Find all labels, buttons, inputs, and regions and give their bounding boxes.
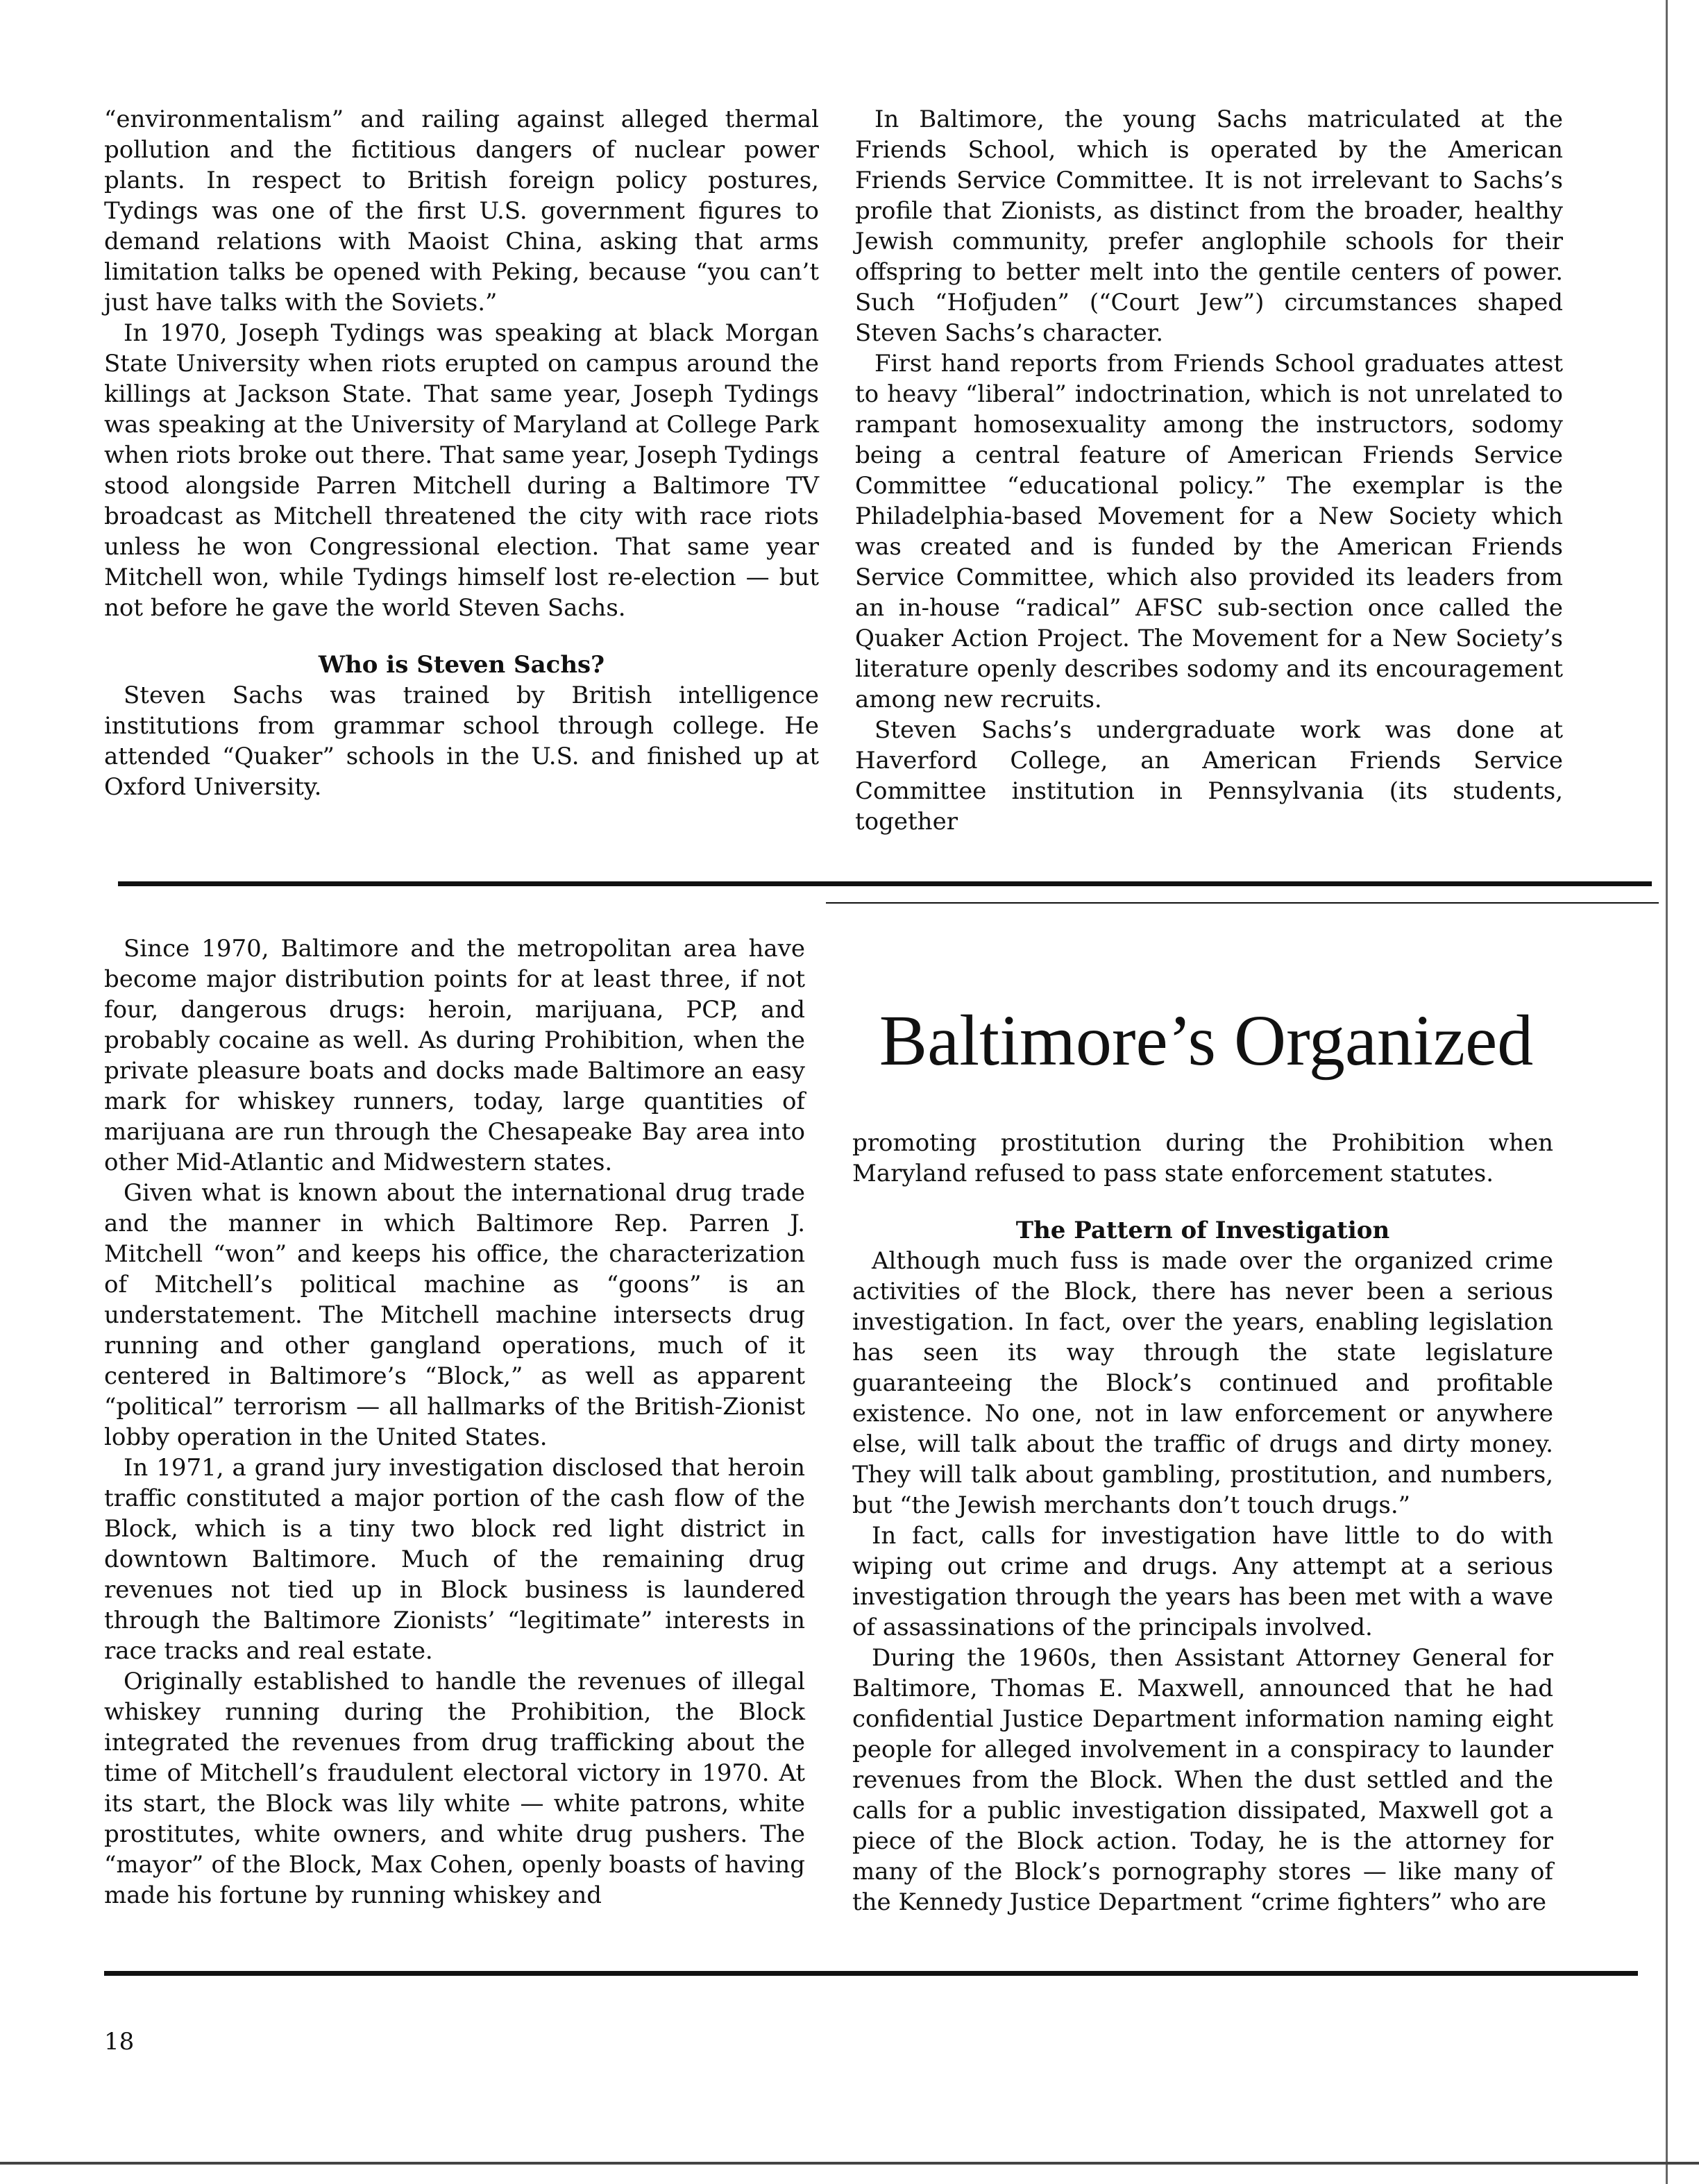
paragraph: In fact, calls for investigation have little to do with wiping out crime and drugs. Any attempt at a serious investigation through the years has been met with a wave of assassinations of the principals involved. xyxy=(852,1522,1553,1641)
paragraph: In 1971, a grand jury investigation disclosed that heroin traffic constituted a major portion of the cash flow of the Block, which is a tiny two block red light district in downtown Baltimore. Much of the remaining drug revenues not tied up in Block business is laundered through the Baltimore Zionists’ “legitimate” interests in race tracks and real estate. xyxy=(104,1454,805,1665)
paragraph: “environmentalism” and railing against alleged thermal pollution and the fictitious dangers of nuclear power plants. In respect to British foreign policy postures, Tydings was one of the first U.S. government figures to demand relations with Maoist China, asking that arms limitation talks be opened with Peking, because “you can’t just have talks with the Soviets.” xyxy=(104,105,819,316)
bottom-right-column xyxy=(852,1128,1553,1918)
paragraph: Since 1970, Baltimore and the metropolitan area have become major distribution points for at least three, if not four, dangerous drugs: heroin, marijuana, PCP, and probably cocaine as well. As during Prohibition, when the private pleasure boats and docks made Baltimore an easy mark for whiskey runners, today, large quantities of marijuana are run through the Chesapeake Bay area into other Mid-Atlantic and Midwestern states. xyxy=(104,935,805,1176)
top-left-column xyxy=(104,104,819,802)
paragraph: Steven Sachs’s undergraduate work was done at Haverford College, an American Friends Service Committee institution in Pennsylvania (its students, together xyxy=(855,716,1563,836)
paragraph: In Baltimore, the young Sachs matriculated at the Friends School, which is operated by the American Friends Service Committee. It is not irrelevant to Sachs’s profile that Zionists, as distinct from the broader, healthy Jewish community, prefer anglophile schools for their offspring to better melt into the gentile centers of power. Such “Hofjuden” (“Court Jew”) circumstances shaped Steven Sachs’s character. xyxy=(855,105,1563,347)
section-divider-top xyxy=(118,881,1652,886)
paragraph: Given what is known about the international drug trade and the manner in which Baltimore Rep. Parren J. Mitchell “won” and keeps his office, the characterization of Mitchell’s political machine as “goons” is an understatement. The Mitchell machine intersects drug running and other gangland operations, much of it centered in Baltimore’s “Block,” as well as apparent “political” terrorism — all hallmarks of the British-Zionist lobby operation in the United States. xyxy=(104,1179,805,1451)
subheading: The Pattern of Investigation xyxy=(1015,1217,1390,1244)
paragraph: Although much fuss is made over the organized crime activities of the Block, there has never been a serious investigation. In fact, over the years, enabling legislation has seen its way through the state legislature guaranteeing the Block’s continued and profitable existence. No one, not in law enforcement or anywhere else, will talk about the traffic of drugs and dirty money. They will talk about gambling, prostitution, and numbers, but “the Jewish merchants don’t touch drugs.” xyxy=(852,1247,1553,1519)
article-headline: Baltimore’s Organized xyxy=(879,1001,1534,1081)
subheading: Who is Steven Sachs? xyxy=(318,651,605,679)
paragraph: Steven Sachs was trained by British intelligence institutions from grammar school through college. He attended “Quaker” schools in the U.S. and finished up at Oxford University. xyxy=(104,682,819,801)
bottom-left-column xyxy=(104,933,805,1911)
paragraph: promoting prostitution during the Prohibition when Maryland refused to pass state enforcement statutes. xyxy=(852,1129,1553,1187)
page-number: 18 xyxy=(104,2028,135,2056)
paragraph: Originally established to handle the revenues of illegal whiskey running during the Prohibition, the Block integrated the revenues from drug trafficking about the time of Mitchell’s fraudulent electoral victory in 1970. At its start, the Block was lily white — white patrons, white prostitutes, white owners, and white drug pushers. The “mayor” of the Block, Max Cohen, openly boasts of having made his fortune by running whiskey and xyxy=(104,1668,805,1909)
section-divider-top-right-hairline xyxy=(826,902,1659,904)
scan-edge-bottom xyxy=(0,2162,1699,2165)
section-divider-bottom xyxy=(104,1971,1638,1976)
scan-edge-right xyxy=(1666,0,1668,2184)
top-right-column xyxy=(855,104,1563,837)
paragraph: During the 1960s, then Assistant Attorney General for Baltimore, Thomas E. Maxwell, announced that he had confidential Justice Department information naming eight people for alleged involvement in a conspiracy to launder revenues from the Block. When the dust settled and the calls for a public investigation dissipated, Maxwell got a piece of the Block action. Today, he is the attorney for many of the Block’s pornography stores — like many of the Kennedy Justice Department “crime fighters” who are xyxy=(852,1644,1553,1916)
paragraph: First hand reports from Friends School graduates attest to heavy “liberal” indoctrination, which is not unrelated to rampant homosexuality among the instructors, sodomy being a central feature of American Friends Service Committee “educational policy.” The exemplar is the Philadelphia-based Movement for a New Society which was created and is funded by the American Friends Service Committee, which also provided its leaders from an in-house “radical” AFSC sub-section once called the Quaker Action Project. The Movement for a New Society’s literature openly describes sodomy and its encouragement among new recruits. xyxy=(855,350,1563,713)
paragraph: In 1970, Joseph Tydings was speaking at black Morgan State University when riots erupted on campus around the killings at Jackson State. That same year, Joseph Tydings was speaking at the University of Maryland at College Park when riots broke out there. That same year, Joseph Tydings stood alongside Parren Mitchell during a Baltimore TV broadcast as Mitchell threatened the city with race riots unless he won Congressional election. That same year Mitchell won, while Tydings himself lost re-election — but not before he gave the world Steven Sachs. xyxy=(104,319,819,622)
